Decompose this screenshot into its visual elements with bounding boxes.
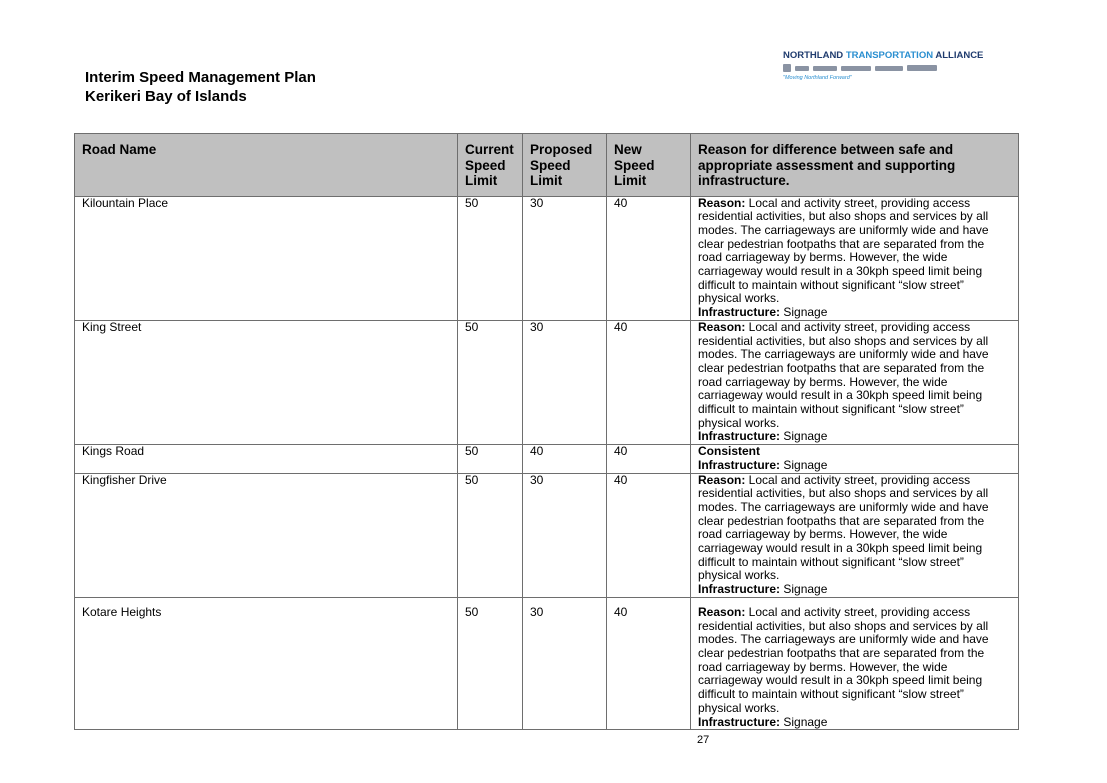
infrastructure-text: [698, 430, 1010, 444]
reason-cell: [691, 196, 1019, 320]
current-speed-cell: 50: [458, 473, 523, 597]
column-header-reason: Reason for difference between safe and appropriate assessment and supporting infrastructure.: [691, 134, 1019, 197]
reason-text: [698, 606, 1010, 716]
proposed-speed-cell: 30: [523, 473, 607, 597]
infrastructure-text: [698, 306, 1010, 320]
column-header-current-speed: Current Speed Limit: [458, 134, 523, 197]
new-speed-cell: 40: [607, 320, 691, 444]
road-name-cell: Kotare Heights: [75, 597, 458, 729]
table-row: [75, 597, 1019, 729]
reason-label: Reason:: [698, 319, 746, 334]
partner-logo-icon: [907, 65, 937, 71]
reason-body: Local and activity street, providing access residential activities, but also shops and services by all modes. The carriageways are uniformly wide and have clear pedestrian footpaths that are separated from the road carriageway by berms. However, the wide carriageway would result in a 30kph speed limit being difficult to maintain without significant “slow street” physical works.: [698, 319, 989, 430]
consistent-label: Consistent: [698, 444, 761, 459]
road-name-cell: King Street: [75, 320, 458, 444]
infrastructure-label: Infrastructure:: [698, 429, 781, 444]
partner-logo-icon: [813, 66, 837, 71]
partner-logos: [783, 63, 953, 73]
infrastructure-value: Signage: [780, 429, 828, 444]
new-speed-cell: 40: [607, 597, 691, 729]
document-title-block: [85, 68, 316, 106]
proposed-speed-cell: 30: [523, 320, 607, 444]
infrastructure-label: Infrastructure:: [698, 714, 781, 729]
current-speed-cell: 50: [458, 196, 523, 320]
infrastructure-value: Signage: [780, 457, 828, 472]
infrastructure-text: [698, 583, 1010, 597]
column-header-road-name: Road Name: [75, 134, 458, 197]
infrastructure-text: [698, 716, 1010, 730]
current-speed-cell: 50: [458, 445, 523, 473]
reason-cell: [691, 320, 1019, 444]
logo-wordmark: [783, 50, 984, 61]
road-name-cell: Kingfisher Drive: [75, 473, 458, 597]
partner-logo-icon: [875, 66, 903, 71]
reason-text: [698, 474, 1010, 584]
infrastructure-label: Infrastructure:: [698, 582, 781, 597]
road-name-cell: Kings Road: [75, 445, 458, 473]
new-speed-cell: 40: [607, 196, 691, 320]
table-row: [75, 473, 1019, 597]
reason-body: Local and activity street, providing access residential activities, but also shops and services by all modes. The carriageways are uniformly wide and have clear pedestrian footpaths that are separated from the road carriageway by berms. However, the wide carriageway would result in a 30kph speed limit being difficult to maintain without significant “slow street” physical works.: [698, 604, 989, 715]
infrastructure-label: Infrastructure:: [698, 305, 781, 320]
proposed-speed-cell: 30: [523, 597, 607, 729]
reason-cell: [691, 597, 1019, 729]
infrastructure-text: [698, 459, 1010, 473]
table-row: [75, 320, 1019, 444]
reason-label: Reason:: [698, 195, 746, 210]
column-header-new-speed: New Speed Limit: [607, 134, 691, 197]
partner-logo-icon: [783, 64, 791, 72]
page-number: 27: [697, 734, 710, 746]
partner-logo-icon: [841, 66, 871, 71]
column-header-proposed-speed: Proposed Speed Limit: [523, 134, 607, 197]
reason-body: Local and activity street, providing access residential activities, but also shops and services by all modes. The carriageways are uniformly wide and have clear pedestrian footpaths that are separated from the road carriageway by berms. However, the wide carriageway would result in a 30kph speed limit being difficult to maintain without significant “slow street” physical works.: [698, 472, 989, 583]
table-row: [75, 445, 1019, 473]
speed-limit-table: [74, 133, 1019, 730]
current-speed-cell: 50: [458, 597, 523, 729]
road-name-cell: Kilountain Place: [75, 196, 458, 320]
partner-logo-icon: [795, 66, 809, 71]
logo-word-northland: NORTHLAND: [783, 50, 846, 61]
reason-label: Reason:: [698, 472, 746, 487]
table-row: [75, 196, 1019, 320]
logo-word-transportation: TRANSPORTATION: [845, 50, 934, 61]
reason-text: [698, 197, 1010, 307]
infrastructure-value: Signage: [780, 305, 828, 320]
reason-cell: [691, 473, 1019, 597]
infrastructure-label: Infrastructure:: [698, 457, 781, 472]
document-subtitle: Kerikeri Bay of Islands: [85, 88, 247, 105]
infrastructure-value: Signage: [780, 714, 828, 729]
reason-text: [698, 321, 1010, 431]
infrastructure-value: Signage: [780, 582, 828, 597]
new-speed-cell: 40: [607, 473, 691, 597]
alliance-logo: [783, 50, 984, 81]
document-title: Interim Speed Management Plan: [85, 69, 316, 86]
proposed-speed-cell: 30: [523, 196, 607, 320]
table-header-row: [75, 134, 1019, 197]
reason-body: Local and activity street, providing access residential activities, but also shops and services by all modes. The carriageways are uniformly wide and have clear pedestrian footpaths that are separated from the road carriageway by berms. However, the wide carriageway would result in a 30kph speed limit being difficult to maintain without significant “slow street” physical works.: [698, 195, 989, 306]
new-speed-cell: 40: [607, 445, 691, 473]
logo-word-alliance: ALLIANCE: [933, 50, 984, 61]
logo-tagline: "Moving Northland Forward": [783, 75, 852, 81]
reason-label: Reason:: [698, 604, 746, 619]
proposed-speed-cell: 40: [523, 445, 607, 473]
reason-cell: [691, 445, 1019, 473]
current-speed-cell: 50: [458, 320, 523, 444]
